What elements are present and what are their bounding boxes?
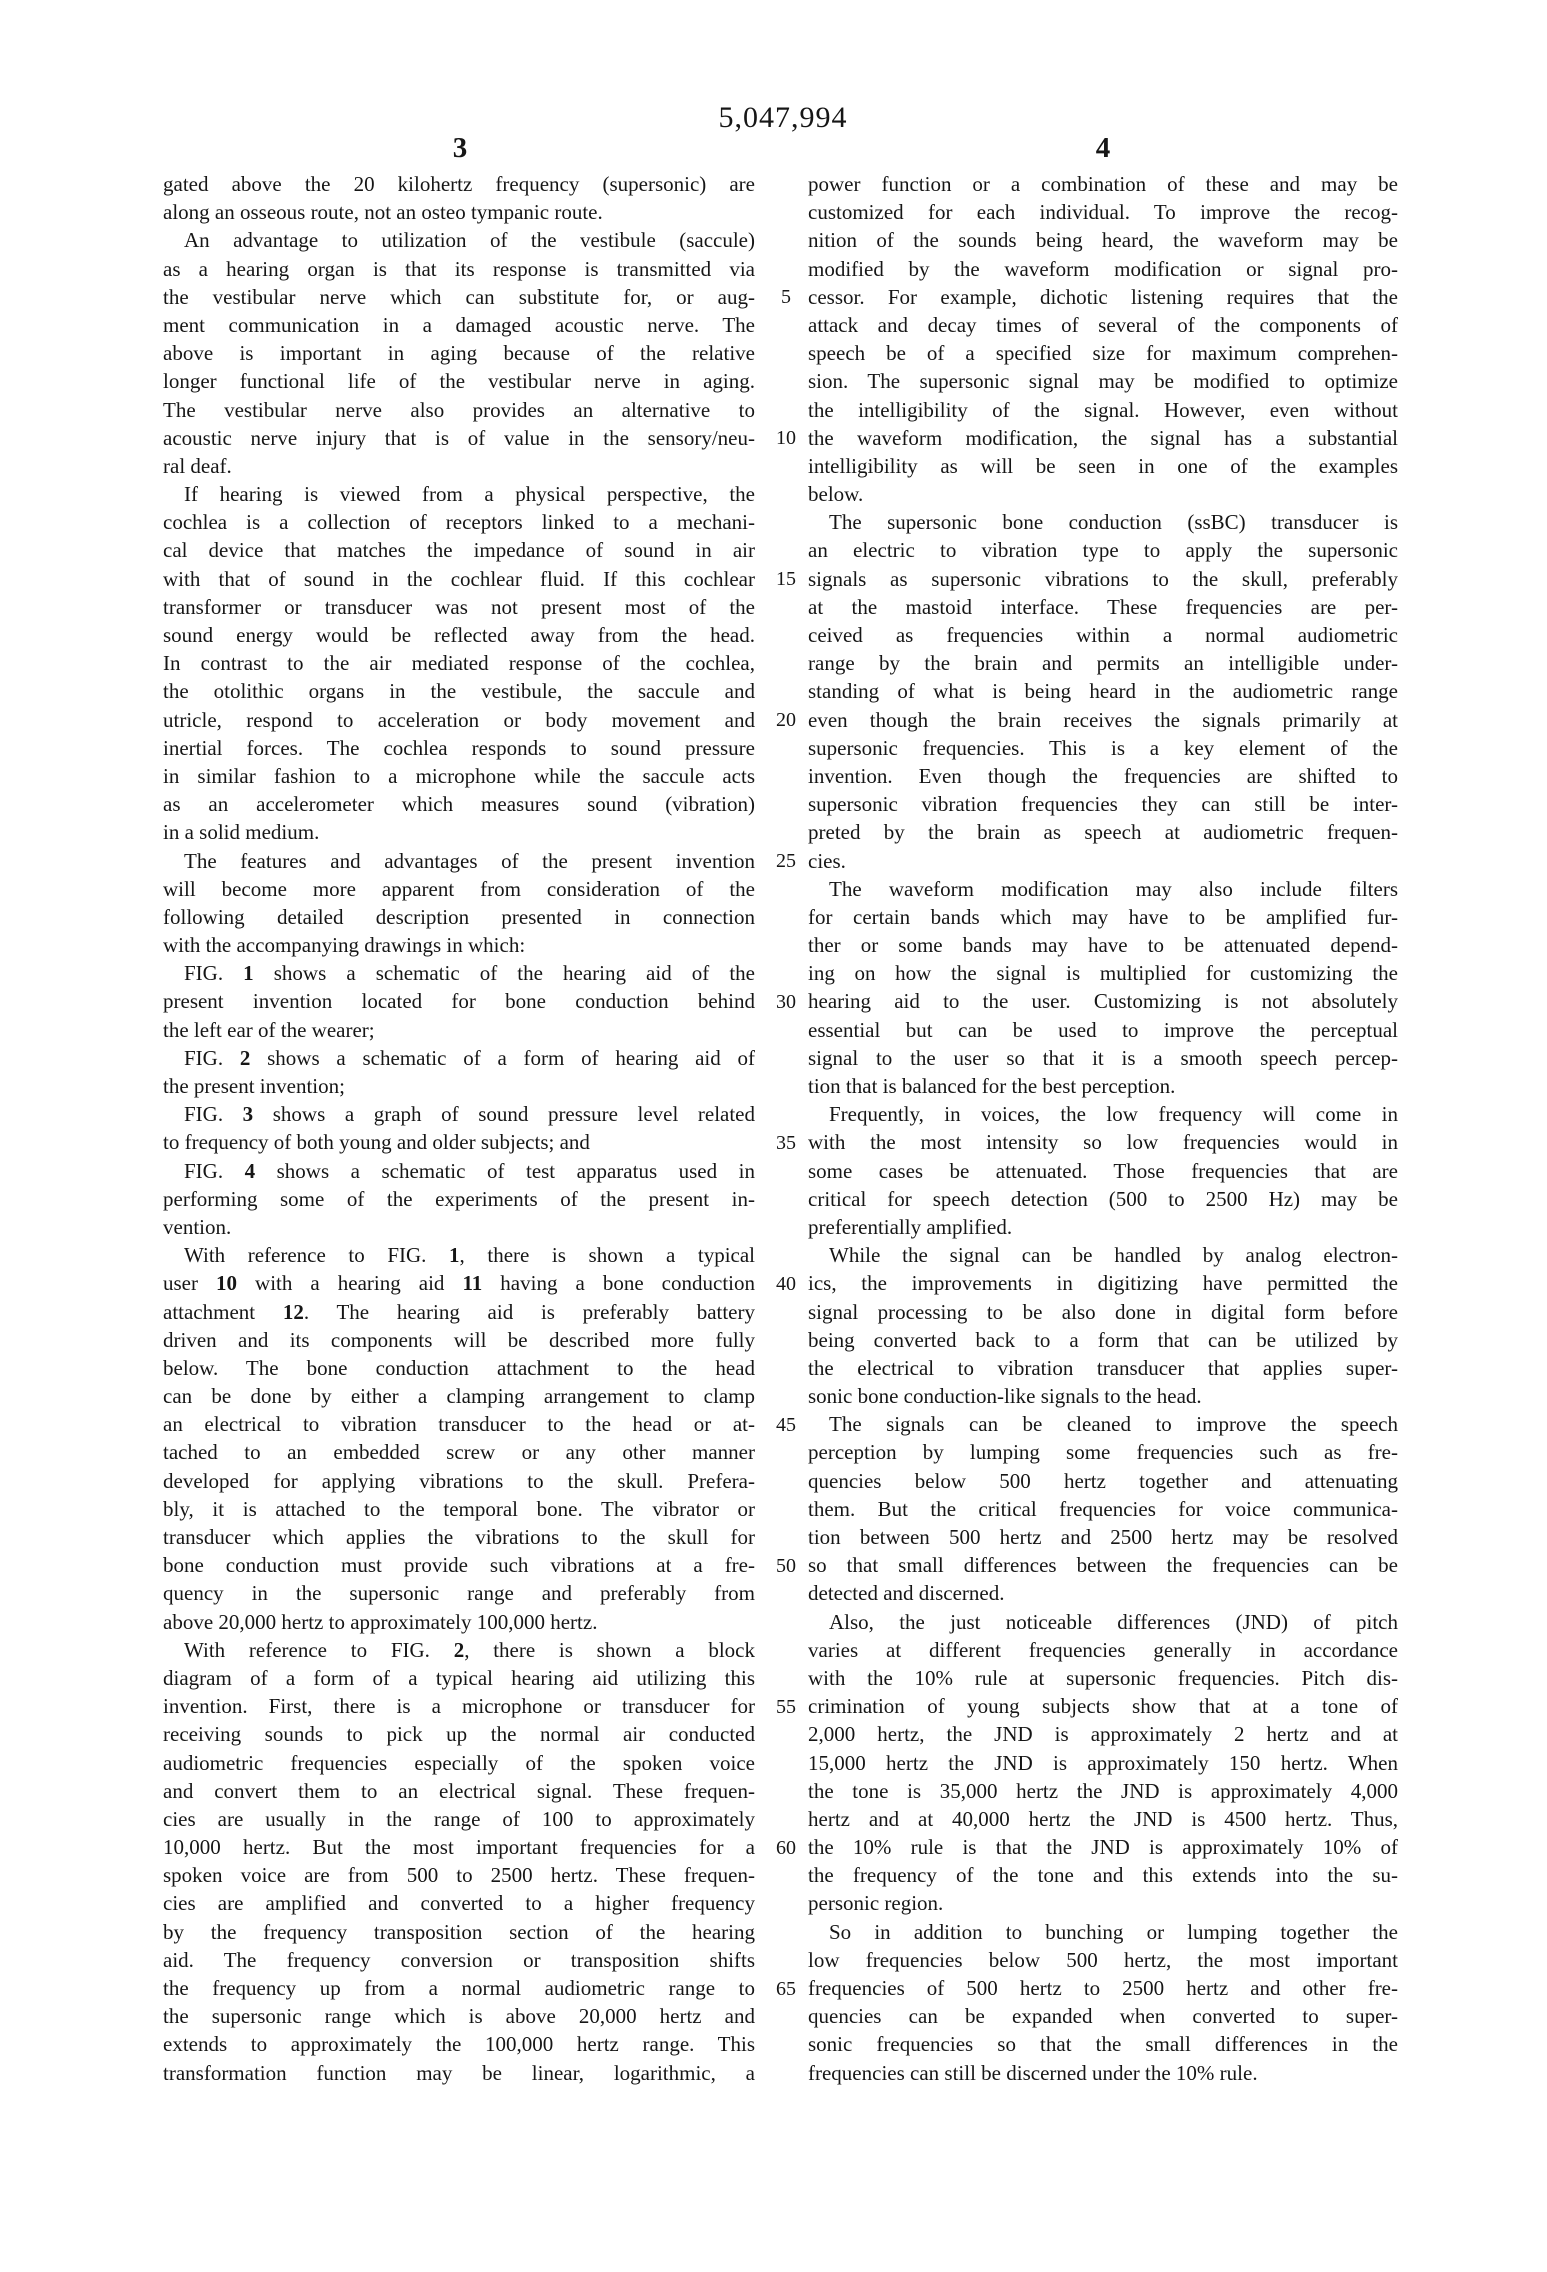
text-line: preferentially amplified. bbox=[808, 1214, 1013, 1239]
text-line: user 10 with a hearing aid 11 having a bone conduction bbox=[163, 1271, 755, 1296]
text-line: The supersonic bone conduction (ssBC) transducer is bbox=[808, 510, 1398, 535]
text-line: quencies below 500 hertz together and attenuating bbox=[808, 1468, 1398, 1493]
text-line: cies are amplified and converted to a higher frequency bbox=[163, 1891, 755, 1916]
column-number-4: 4 bbox=[1095, 132, 1111, 164]
text-line: preted by the brain as speech at audiometric frequen- bbox=[808, 820, 1398, 845]
text-line: the vestibular nerve which can substitute for, or aug- bbox=[163, 284, 755, 309]
patent-number: 5,047,994 bbox=[718, 101, 848, 134]
text-line: power function or a combination of these and may be bbox=[808, 172, 1398, 196]
text-line: attack and decay times of several of the components of bbox=[808, 312, 1398, 337]
text-line: at the mastoid interface. These frequencies are per- bbox=[808, 594, 1398, 619]
text-line: sion. The supersonic signal may be modified to optimize bbox=[808, 369, 1398, 394]
text-line: signal processing to be also done in digital form before bbox=[808, 1299, 1398, 1324]
text-line: The features and advantages of the present invention bbox=[163, 848, 755, 873]
text-line: FIG. 3 shows a graph of sound pressure level related bbox=[163, 1102, 756, 1127]
gutter-line-number: 30 bbox=[776, 990, 796, 1013]
text-line: cochlea is a collection of receptors linked to a mechani- bbox=[163, 510, 755, 535]
gutter-line-number: 40 bbox=[776, 1272, 796, 1295]
text-line: some cases be attenuated. Those frequencies that are bbox=[808, 1158, 1398, 1183]
text-line: So in addition to bunching or lumping together the bbox=[808, 1919, 1398, 1944]
gutter-line-number: 15 bbox=[776, 567, 796, 590]
text-line: being converted back to a form that can be utilized by bbox=[808, 1327, 1398, 1352]
text-line: with the most intensity so low frequencies would in bbox=[808, 1130, 1398, 1155]
gutter-line-number: 35 bbox=[776, 1131, 796, 1154]
text-line: nition of the sounds being heard, the waveform may be bbox=[808, 228, 1398, 253]
text-line: modified by the waveform modification or signal pro- bbox=[808, 256, 1398, 281]
text-line: transformer or transducer was not present most of the bbox=[163, 594, 755, 619]
text-line: with that of sound in the cochlear fluid. If this cochlear bbox=[163, 566, 755, 591]
text-line: longer functional life of the vestibular nerve in aging. bbox=[163, 369, 755, 394]
column-number-3: 3 bbox=[452, 132, 468, 164]
text-line: standing of what is being heard in the audiometric range bbox=[808, 679, 1398, 704]
text-line: The vestibular nerve also provides an alternative to bbox=[163, 397, 755, 422]
text-line: present invention located for bone conduction behind bbox=[163, 989, 755, 1014]
text-line: supersonic vibration frequencies they can still be inter- bbox=[808, 792, 1398, 817]
text-line: If hearing is viewed from a physical perspective, the bbox=[163, 482, 755, 507]
text-line: With reference to FIG. 1, there is shown a typical bbox=[163, 1243, 756, 1268]
gutter-line-number: 55 bbox=[776, 1695, 796, 1718]
text-line: cessor. For example, dichotic listening requires that the bbox=[808, 284, 1398, 309]
text-line: spoken voice are from 500 to 2500 hertz. These frequen- bbox=[163, 1863, 755, 1888]
text-line: the supersonic range which is above 20,000 hertz and bbox=[163, 2004, 755, 2029]
gutter-line-number: 5 bbox=[781, 285, 791, 308]
text-line: the left ear of the wearer; bbox=[163, 1017, 375, 1042]
text-line: an electric to vibration type to apply the supersonic bbox=[808, 538, 1398, 563]
column-4-text bbox=[808, 170, 1398, 2087]
text-line: perception by lumping some frequencies such as fre- bbox=[808, 1440, 1398, 1465]
text-line: above is important in aging because of the relative bbox=[163, 341, 755, 366]
text-line: low frequencies below 500 hertz, the most important bbox=[808, 1947, 1398, 1972]
text-line: so that small differences between the frequencies can be bbox=[808, 1553, 1398, 1578]
text-line: tion that is balanced for the best perception. bbox=[808, 1074, 1176, 1098]
text-line: ral deaf. bbox=[163, 453, 232, 478]
text-line: them. But the critical frequencies for voice communica- bbox=[808, 1496, 1398, 1521]
text-line: The signals can be cleaned to improve the speech bbox=[808, 1412, 1398, 1437]
text-line: crimination of young subjects show that at a tone of bbox=[808, 1694, 1398, 1719]
gutter-line-number: 50 bbox=[776, 1554, 796, 1577]
text-line: transformation function may be linear, logarithmic, a bbox=[163, 2060, 755, 2085]
text-line: utricle, respond to acceleration or body movement and bbox=[163, 707, 755, 732]
text-line: acoustic nerve injury that is of value in the sensory/neu- bbox=[163, 425, 755, 450]
text-line: personic region. bbox=[808, 1891, 944, 1916]
text-line: the present invention; bbox=[163, 1074, 345, 1098]
text-line: varies at different frequencies generally in accordance bbox=[808, 1637, 1398, 1662]
text-line: customized for each individual. To improve the recog- bbox=[808, 200, 1398, 225]
text-line: An advantage to utilization of the vestibule (saccule) bbox=[163, 228, 755, 253]
text-line: sonic frequencies so that the small differences in the bbox=[808, 2032, 1398, 2057]
text-line: ing on how the signal is multiplied for customizing the bbox=[808, 961, 1398, 986]
text-line: above 20,000 hertz to approximately 100,000 hertz. bbox=[163, 1609, 598, 1634]
text-line: speech be of a specified size for maximum comprehen- bbox=[808, 341, 1398, 366]
text-line: FIG. 2 shows a schematic of a form of hearing aid of bbox=[163, 1045, 755, 1070]
text-line: as a hearing organ is that its response is transmitted via bbox=[163, 256, 755, 281]
text-line: ment communication in a damaged acoustic nerve. The bbox=[163, 312, 755, 337]
text-line: Frequently, in voices, the low frequency will come in bbox=[808, 1102, 1398, 1127]
text-line: FIG. 4 shows a schematic of test apparatus used in bbox=[163, 1158, 755, 1183]
text-line: diagram of a form of a typical hearing aid utilizing this bbox=[163, 1665, 755, 1690]
gutter-line-number: 10 bbox=[776, 426, 796, 449]
gutter-line-number: 25 bbox=[776, 849, 796, 872]
text-line: and convert them to an electrical signal. These frequen- bbox=[163, 1778, 755, 1803]
text-line: the electrical to vibration transducer that applies super- bbox=[808, 1355, 1398, 1380]
gutter-line-number: 60 bbox=[776, 1836, 796, 1859]
text-line: invention. Even though the frequencies are shifted to bbox=[808, 763, 1398, 788]
text-line: tached to an embedded screw or any other manner bbox=[163, 1440, 755, 1465]
text-line: following detailed description presented in connection bbox=[163, 904, 755, 929]
text-line: 2,000 hertz, the JND is approximately 2 hertz and at bbox=[808, 1722, 1398, 1747]
text-line: frequencies of 500 hertz to 2500 hertz and other fre- bbox=[808, 1976, 1398, 2000]
text-line: While the signal can be handled by analog electron- bbox=[808, 1243, 1398, 1268]
text-line: 10,000 hertz. But the most important frequencies for a bbox=[163, 1835, 755, 1860]
text-line: the frequency of the tone and this extends into the su- bbox=[808, 1863, 1398, 1888]
text-line: driven and its components will be described more fully bbox=[163, 1327, 755, 1352]
text-line: bly, it is attached to the temporal bone. The vibrator or bbox=[163, 1496, 755, 1521]
text-line: even though the brain receives the signals primarily at bbox=[808, 707, 1398, 732]
text-line: transducer which applies the vibrations to the skull for bbox=[163, 1525, 755, 1549]
text-line: the otolithic organs in the vestibule, the saccule and bbox=[163, 679, 755, 704]
text-line: below. The bone conduction attachment to the head bbox=[163, 1355, 755, 1380]
text-line: below. bbox=[808, 482, 864, 507]
text-line: by the frequency transposition section of the hearing bbox=[163, 1919, 755, 1944]
text-line: frequencies can still be discerned under the 10% rule. bbox=[808, 2060, 1258, 2085]
text-line: FIG. 1 shows a schematic of the hearing aid of the bbox=[163, 961, 756, 986]
text-line: ther or some bands may have to be attenuated depend- bbox=[808, 933, 1398, 958]
text-line: can be done by either a clamping arrangement to clamp bbox=[163, 1384, 755, 1409]
text-line: essential but can be used to improve the perceptual bbox=[808, 1017, 1398, 1042]
text-line: as an accelerometer which measures sound (vibration) bbox=[163, 792, 755, 817]
text-line: the 10% rule is that the JND is approximately 10% of bbox=[808, 1835, 1398, 1860]
text-line: in a solid medium. bbox=[163, 820, 320, 845]
text-line: the frequency up from a normal audiometric range to bbox=[163, 1976, 755, 2000]
text-line: sonic bone conduction-like signals to the head. bbox=[808, 1384, 1202, 1409]
text-line: receiving sounds to pick up the normal air conducted bbox=[163, 1722, 755, 1747]
text-line: cies are usually in the range of 100 to approximately bbox=[163, 1806, 755, 1831]
text-line: in similar fashion to a microphone while the saccule acts bbox=[163, 763, 755, 788]
text-line: hearing aid to the user. Customizing is not absolutely bbox=[808, 989, 1398, 1014]
text-line: vention. bbox=[163, 1214, 232, 1239]
text-line: range by the brain and permits an intelligible under- bbox=[808, 651, 1398, 676]
text-line: an electrical to vibration transducer to the head or at- bbox=[163, 1412, 755, 1437]
text-line: along an osseous route, not an osteo tympanic route. bbox=[163, 200, 603, 225]
text-line: hertz and at 40,000 hertz the JND is 4500 hertz. Thus, bbox=[808, 1806, 1398, 1831]
text-line: to frequency of both young and older subjects; and bbox=[163, 1130, 590, 1155]
text-line: with the 10% rule at supersonic frequencies. Pitch dis- bbox=[808, 1665, 1398, 1690]
text-line: signal to the user so that it is a smooth speech percep- bbox=[808, 1045, 1398, 1070]
text-line: quencies can be expanded when converted to super- bbox=[808, 2004, 1398, 2029]
text-line: audiometric frequencies especially of the spoken voice bbox=[163, 1750, 755, 1775]
text-line: quency in the supersonic range and preferably from bbox=[163, 1581, 755, 1606]
text-line: aid. The frequency conversion or transposition shifts bbox=[163, 1947, 755, 1972]
gutter-line-number: 20 bbox=[776, 708, 796, 731]
text-line: developed for applying vibrations to the skull. Prefera- bbox=[163, 1468, 755, 1493]
text-line: the waveform modification, the signal has a substantial bbox=[808, 425, 1398, 450]
text-line: attachment 12. The hearing aid is preferably battery bbox=[163, 1299, 755, 1324]
text-line: cal device that matches the impedance of sound in air bbox=[163, 538, 755, 563]
text-line: signals as supersonic vibrations to the skull, preferably bbox=[808, 566, 1398, 591]
text-line: cies. bbox=[808, 848, 846, 873]
text-line: the tone is 35,000 hertz the JND is approximately 4,000 bbox=[808, 1778, 1398, 1803]
text-line: Also, the just noticeable differences (JND) of pitch bbox=[808, 1609, 1398, 1634]
text-line: critical for speech detection (500 to 2500 Hz) may be bbox=[808, 1186, 1398, 1211]
column-3-text bbox=[163, 170, 755, 2087]
text-line: for certain bands which may have to be amplified fur- bbox=[808, 904, 1398, 929]
gutter-line-number: 65 bbox=[776, 1977, 796, 2000]
text-line: intelligibility as will be seen in one of the examples bbox=[808, 453, 1398, 478]
text-line: with the accompanying drawings in which: bbox=[163, 933, 526, 958]
text-line: invention. First, there is a microphone or transducer for bbox=[163, 1694, 755, 1719]
text-line: gated above the 20 kilohertz frequency (supersonic) are bbox=[163, 172, 755, 196]
text-line: In contrast to the air mediated response of the cochlea, bbox=[163, 651, 755, 676]
text-line: ceived as frequencies within a normal audiometric bbox=[808, 623, 1398, 647]
text-line: tion between 500 hertz and 2500 hertz may be resolved bbox=[808, 1525, 1398, 1549]
text-line: will become more apparent from consideration of the bbox=[163, 876, 755, 901]
text-line: performing some of the experiments of the present in- bbox=[163, 1186, 755, 1211]
text-line: inertial forces. The cochlea responds to sound pressure bbox=[163, 735, 755, 760]
gutter-line-number: 45 bbox=[776, 1413, 796, 1436]
text-line: The waveform modification may also include filters bbox=[808, 876, 1398, 901]
text-line: 15,000 hertz the JND is approximately 150 hertz. When bbox=[808, 1750, 1398, 1775]
text-line: detected and discerned. bbox=[808, 1581, 1005, 1606]
text-line: extends to approximately the 100,000 hertz range. This bbox=[163, 2032, 755, 2057]
text-line: bone conduction must provide such vibrations at a fre- bbox=[163, 1553, 755, 1578]
text-line: ics, the improvements in digitizing have permitted the bbox=[808, 1271, 1398, 1296]
text-line: the intelligibility of the signal. However, even without bbox=[808, 397, 1398, 422]
text-line: With reference to FIG. 2, there is shown a block bbox=[163, 1637, 756, 1662]
text-line: supersonic frequencies. This is a key element of the bbox=[808, 735, 1398, 760]
text-line: sound energy would be reflected away from the head. bbox=[163, 623, 755, 647]
